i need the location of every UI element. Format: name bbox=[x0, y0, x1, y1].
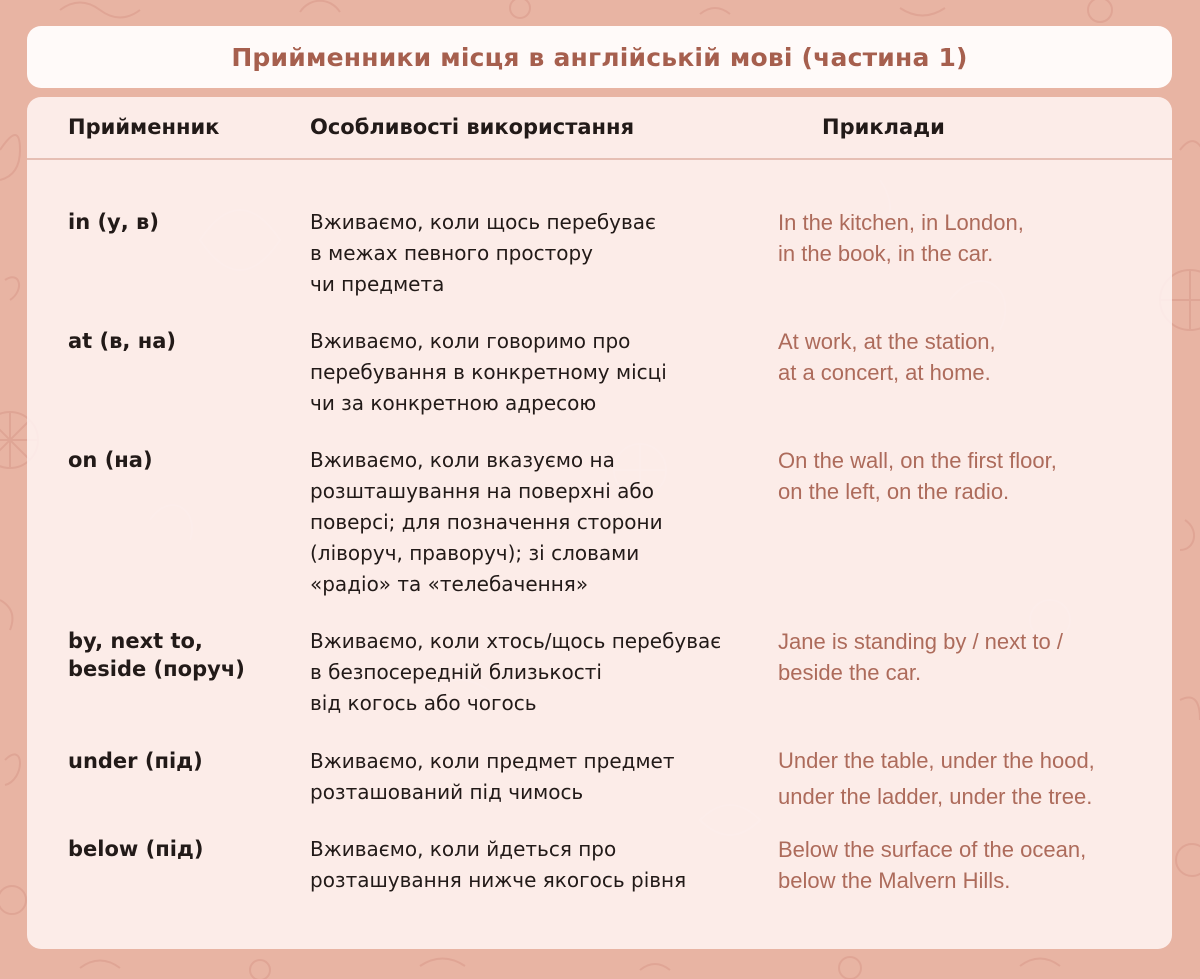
preposition-table bbox=[27, 97, 1172, 949]
preposition-cell bbox=[68, 747, 203, 775]
examples-cell bbox=[778, 326, 996, 388]
header-examples: Приклади bbox=[822, 115, 945, 139]
usage-line: Вживаємо, коли йдеться про bbox=[310, 837, 617, 861]
preposition-text: at (в, на) bbox=[68, 329, 176, 353]
preposition-text: under (під) bbox=[68, 749, 203, 773]
example-line: In the kitchen, in London, bbox=[778, 210, 1024, 235]
usage-line: чи предмета bbox=[310, 272, 445, 296]
examples-cell bbox=[778, 626, 1063, 688]
example-line: in the book, in the car. bbox=[778, 241, 994, 266]
example-line: beside the car. bbox=[778, 660, 922, 685]
examples-cell bbox=[778, 743, 1095, 815]
usage-line: Вживаємо, коли хтось/щось перебуває bbox=[310, 629, 722, 653]
usage-cell bbox=[310, 746, 675, 808]
example-line: Jane is standing by / next to / bbox=[778, 629, 1063, 654]
usage-line: розшташування на поверхні або bbox=[310, 479, 654, 503]
preposition-cell bbox=[68, 835, 203, 863]
preposition-cell bbox=[68, 446, 153, 474]
examples-cell bbox=[778, 207, 1024, 269]
usage-line: в безпосередній близькості bbox=[310, 660, 602, 684]
usage-line: чи за конкретною адресою bbox=[310, 391, 597, 415]
preposition-text: in (у, в) bbox=[68, 210, 159, 234]
examples-cell bbox=[778, 445, 1057, 507]
usage-line: розташований під чимось bbox=[310, 780, 584, 804]
usage-line: «радіо» та «телебачення» bbox=[310, 572, 589, 596]
example-line: At work, at the station, bbox=[778, 329, 996, 354]
preposition-text: below (під) bbox=[68, 837, 204, 861]
usage-line: Вживаємо, коли предмет предмет bbox=[310, 749, 675, 773]
usage-line: перебування в конкретному місці bbox=[310, 360, 667, 384]
usage-line: розташування нижче якогось рівня bbox=[310, 868, 687, 892]
usage-line: Вживаємо, коли вказуємо на bbox=[310, 448, 615, 472]
page-title: Прийменники місця в англійській мові (частина 1) bbox=[231, 42, 968, 72]
preposition-cell bbox=[68, 627, 245, 683]
usage-cell bbox=[310, 326, 667, 419]
preposition-cell bbox=[68, 208, 159, 236]
example-line: below the Malvern Hills. bbox=[778, 868, 1011, 893]
example-line: on the left, on the radio. bbox=[778, 479, 1010, 504]
example-line: Below the surface of the ocean, bbox=[778, 837, 1087, 862]
example-line: at a concert, at home. bbox=[778, 360, 991, 385]
usage-cell bbox=[310, 626, 721, 719]
preposition-text: on (на) bbox=[68, 448, 153, 472]
example-line: On the wall, on the first floor, bbox=[778, 448, 1057, 473]
table-header-row bbox=[27, 97, 1172, 160]
header-usage: Особливості використання bbox=[310, 115, 635, 139]
usage-cell bbox=[310, 207, 656, 300]
usage-line: Вживаємо, коли щось перебуває bbox=[310, 210, 657, 234]
usage-line: від когось або чогось bbox=[310, 691, 537, 715]
example-line: Under the table, under the hood, bbox=[778, 748, 1095, 773]
usage-line: в межах певного простору bbox=[310, 241, 594, 265]
preposition-text: by, next to, bbox=[68, 629, 203, 653]
usage-cell bbox=[310, 445, 663, 600]
examples-cell bbox=[778, 834, 1086, 896]
title-bar bbox=[27, 26, 1172, 88]
usage-line: поверсі; для позначення сторони bbox=[310, 510, 663, 534]
usage-line: (ліворуч, праворуч); зі словами bbox=[310, 541, 640, 565]
preposition-text: beside (поруч) bbox=[68, 657, 245, 681]
header-preposition: Прийменник bbox=[68, 115, 220, 139]
example-line: under the ladder, under the tree. bbox=[778, 784, 1093, 809]
usage-cell bbox=[310, 834, 686, 896]
usage-line: Вживаємо, коли говоримо про bbox=[310, 329, 631, 353]
preposition-cell bbox=[68, 327, 176, 355]
